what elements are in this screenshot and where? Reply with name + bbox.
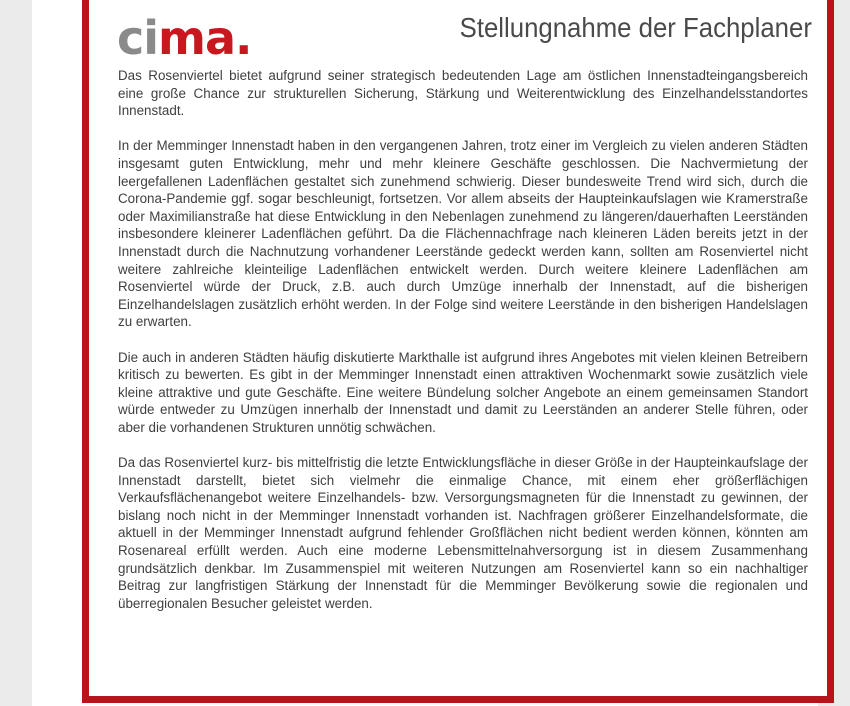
red-frame [82, 0, 834, 703]
page-title: Stellungnahme der Fachplaner [459, 12, 812, 43]
logo-text-grey: ci [117, 11, 159, 65]
cima-logo [117, 11, 252, 65]
paragraph: Das Rosenviertel bietet aufgrund seiner strategisch bedeutenden Lage am östlichen Innenstadteingangsbereich eine große Chance zur strukturellen Sicherung, Stärkung und Weiterentwicklung des Einzelhandelsstandortes Innenstadt. [118, 68, 808, 119]
paragraph: In der Memminger Innenstadt haben in den vergangenen Jahren, trotz einer im Vergleich zu vielen anderen Städten insgesamt guten Entwicklung, mehr und mehr kleinere Geschäfte geschlossen. Die Nachvermietung der leergefallenen Ladenflächen gestaltet sich zunehmend schwierig. Dieser bundesweite Trend wird sich, durch die Corona-Pandemie ggf. sogar beschleunigt, fortsetzen. Vor allem abseits der Haupteinkaufslagen wie Kramerstraße oder Maximilianstraße hat diese Entwicklung in den Nebenlagen zunehmend zu längeren/dauerhaften Leerständen insbesondere kleinerer Ladenflächen geführt. Da die Flächennachfrage nach kleineren Läden bereits jetzt in der Innenstadt durch die Nachnutzung vorhandener Leerstände gedeckt werden kann, sollten am Rosenviertel nicht weitere zahlreiche kleinteilige Ladenflächen entwickelt werden. Durch weitere kleinere Ladenflächen am Rosenviertel würde der Druck, z.B. auch durch Umzüge innerhalb der Innenstadt, auf die bisherigen Einzelhandelslagen zusätzlich erhöht werden. In der Folge sind weitere Leerstände in den bisherigen Handelslagen zu erwarten. [118, 138, 808, 330]
page [32, 0, 818, 706]
statement-body [118, 67, 808, 630]
paragraph: Da das Rosenviertel kurz- bis mittelfristig die letzte Entwicklungsfläche in dieser Größe in der Haupteinkaufslage der Innenstadt darstellt, bietet sich vielmehr die einmalige Chance, mit einem eher größerflächigen Verkaufsflächenangebot weitere Einzelhandels- bzw. Versorgungsmagneten für die Innenstadt zu gewinnen, der bislang noch nicht in der Memminger Innenstadt vorhanden ist. Nachfragen größerer Einzelhandelsformate, die aktuell in der Memminger Innenstadt aufgrund fehlender Großflächen nicht bedient werden können, könnten am Rosenareal erfüllt werden. Auch eine moderne Lebensmittelnahversorgung ist in diesem Zusammenhang grundsätzlich denkbar. Im Zusammenspiel mit weiteren Nutzungen am Rosenviertel kann so ein nachhaltiger Beitrag zur langfristigen Stärkung der Innenstadt für die Memminger Bevölkerung sowie die regionalen und überregionalen Besucher geleistet werden. [118, 455, 808, 611]
logo-text-red: ma. [158, 11, 252, 65]
paragraph: Die auch in anderen Städten häufig diskutierte Markthalle ist aufgrund ihres Angebotes mit vielen kleinen Betreibern kritisch zu bewerten. Es gibt in der Memminger Innenstadt einen attraktiven Wochenmarkt sowie zusätzlich viele kleine attraktive und gute Geschäfte. Eine weitere Bündelung solcher Angebote an einem gemeinsamen Standort würde entweder zu Umzügen innerhalb der Innenstadt und damit zu Leerständen an anderer Stelle führen, oder aber die vorhandenen Strukturen unnötig schwächen. [118, 349, 808, 435]
